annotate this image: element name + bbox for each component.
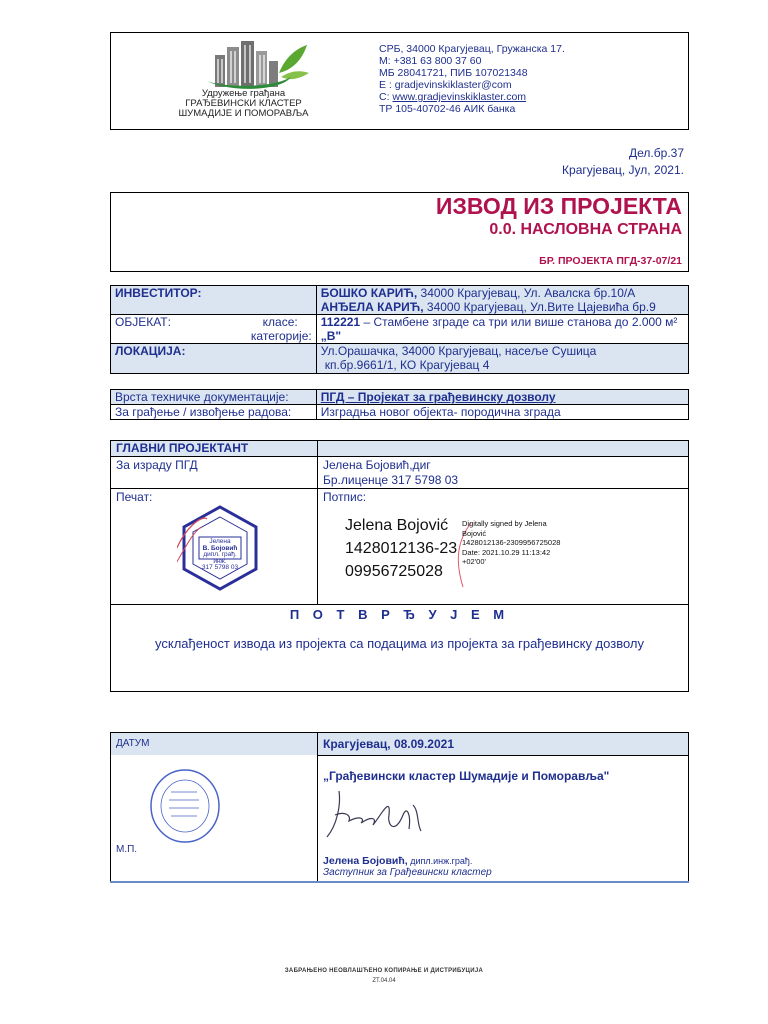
designer-license: Бр.лиценце 317 5798 03 <box>323 473 459 487</box>
confirmation-text: усклађеност извода из пројекта са подацима из пројекта за грађевинску дозволу <box>155 636 644 651</box>
table-row <box>111 390 689 405</box>
doc-type-value: ПГД – Пројекат за грађевинску дозволу <box>316 390 688 405</box>
designer-name: Јелена Бојовић,диг <box>323 458 431 472</box>
organization-name: „Грађевински кластер Шумадије и Поморавља" <box>323 769 610 783</box>
investor-value: БОШКО КАРИЋ, 34000 Крагујевац, Ул. Авалска бр.10/А АНЂЕЛА КАРИЋ, 34000 Крагујевац, Ул.Вите Цајевића бр.9 <box>316 286 688 315</box>
doc-type-label: Врста техничке документације: <box>111 390 317 405</box>
contact-ids: МБ 28041721, ПИБ 107021348 <box>379 67 528 79</box>
footer-notice: ЗАБРАЊЕНО НЕОВЛАШЋЕНО КОПИРАЊЕ И ДИСТРИБУЦИЈА <box>284 968 484 974</box>
document-subtitle: 0.0. НАСЛОВНА СТРАНА <box>489 221 682 238</box>
table-row <box>111 286 689 315</box>
table-row <box>111 405 689 420</box>
chief-designer-section <box>110 440 689 692</box>
representative-role: Заступник за Грађевински кластер <box>323 867 492 878</box>
purpose-label: За грађење / извођење радова: <box>111 405 317 420</box>
signoff-section <box>110 732 689 882</box>
contact-info <box>379 43 565 115</box>
investor-table <box>110 285 689 374</box>
logo-caption: Удружење грађана ГРАЂЕВИНСКИ КЛАСТЕР ШУМАДИЈЕ И ПОМОРАВЉА <box>178 88 309 119</box>
ref-place-date: Крагујевац, Јул, 2021. <box>562 163 684 177</box>
object-label-cell: ОБЈЕКАТ: класе: категорије: <box>111 315 317 344</box>
website-link[interactable]: www.gradjevinskiklaster.com <box>392 91 527 103</box>
contact-email: Е : gradjevinskiklaster@com <box>379 79 512 91</box>
representative-name: Јелена Бојовић, <box>323 855 408 867</box>
signature-label: Потпис: <box>323 490 367 504</box>
object-value-cell: 112221 – Стамбене зграде са три или више станова до 2.000 м² „В" <box>316 315 688 344</box>
date-value: Крагујевац, 08.09.2021 <box>323 737 455 751</box>
digital-signature-details: Digitally signed by Jelena Bojović 1428012136-2309956725028 Date: 2021.10.29 11:13:42 +02'00' <box>462 519 561 567</box>
table-row <box>111 344 689 374</box>
contact-address: СРБ, 34000 Крагујевац, Гружанска 17. <box>379 43 565 55</box>
digital-signature-name: Jelena Bojović 1428012136-23 09956725028 <box>345 517 458 580</box>
letterhead <box>110 32 689 130</box>
project-number: БР. ПРОЈЕКТА ПГД-37-07/21 <box>539 255 682 267</box>
for-label: За израду ПГД <box>116 458 198 472</box>
stamp-label: Печат: <box>116 490 153 504</box>
table-row <box>111 315 689 344</box>
ref-number: Дел.бр.37 <box>629 146 684 160</box>
chief-designer-heading: ГЛАВНИ ПРОЈЕКТАНТ <box>116 441 249 455</box>
contact-phone: М: +381 63 800 37 60 <box>379 55 482 67</box>
confirmation-heading: П О Т В Р Ђ У Ј Е М <box>289 607 510 622</box>
location-label: ЛОКАЦИЈА: <box>111 344 317 374</box>
documentation-table <box>110 389 689 420</box>
contact-web-row: С: www.gradjevinskiklaster.com <box>379 91 527 103</box>
footer-code: ZT.04.04 <box>372 978 396 984</box>
representative-line: Јелена Бојовић, дипл.инж.грађ. <box>323 855 473 867</box>
contact-bank: ТР 105-40702-46 АИК банка <box>379 103 516 115</box>
document-title: ИЗВОД ИЗ ПРОЈЕКТА <box>435 193 682 219</box>
investor-label: ИНВЕСТИТОР: <box>111 286 317 315</box>
divider <box>110 881 689 883</box>
title-box <box>110 192 689 272</box>
document-reference <box>562 145 684 179</box>
purpose-value: Изградња новог објекта- породична зграда <box>316 405 688 420</box>
handwritten-signature <box>321 785 431 845</box>
ml-label: М.П. <box>116 844 138 855</box>
date-label: ДАТУМ <box>116 738 150 749</box>
organization-stamp <box>149 768 221 844</box>
location-value: Ул.Орашачка, 34000 Крагујевац, насеље Сушица кп.бр.9661/1, КО Крагујевац 4 <box>316 344 688 374</box>
stamp-text: Јелена В. Бојовић дипл. грађ. инж. 317 5798 03 <box>201 538 239 571</box>
